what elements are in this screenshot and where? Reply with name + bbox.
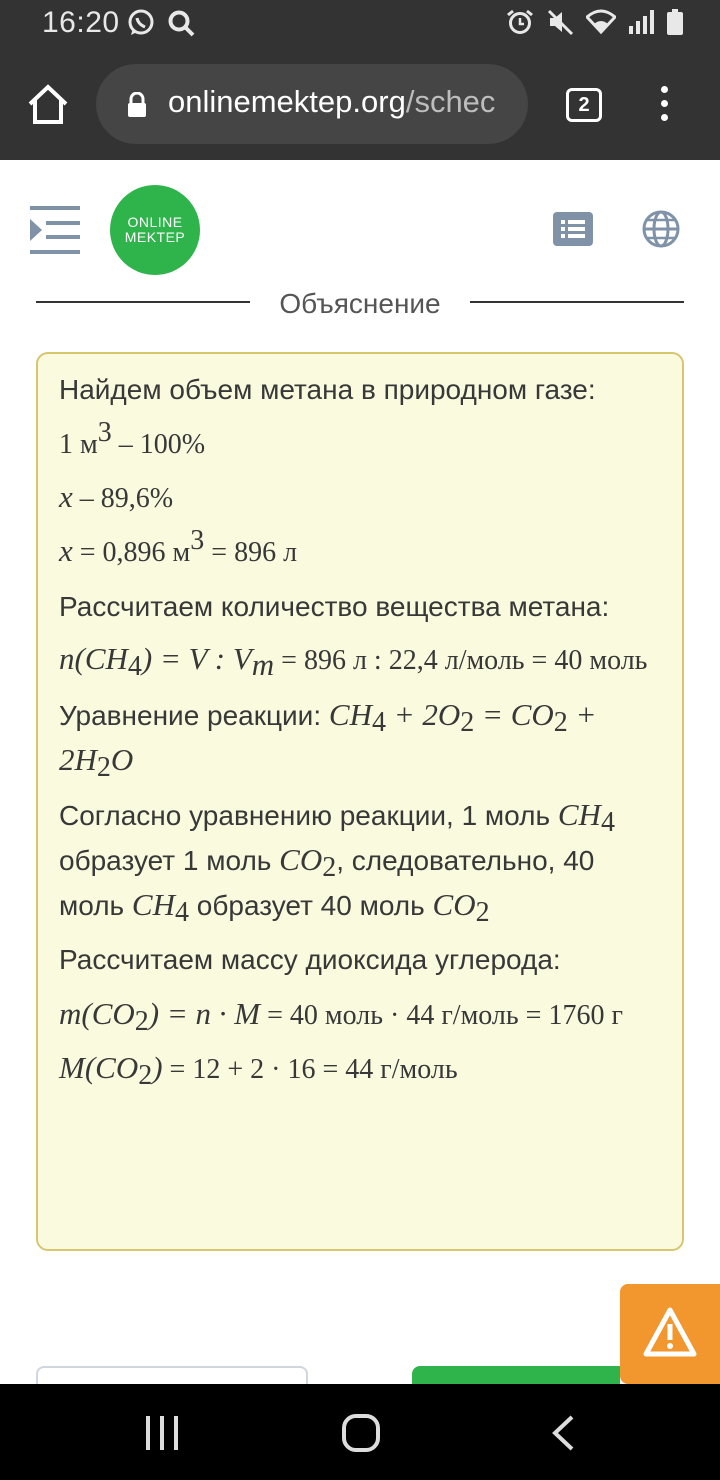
status-time: 16:20: [42, 6, 120, 39]
site-header: [0, 160, 720, 300]
url-path: /schec: [405, 84, 496, 119]
formula-line: $n(CH_4) = V$ : $V_m = 896$ л : 22,4 л/моль = 40 моль: [59, 641, 648, 682]
section-title: Объяснение: [279, 288, 441, 319]
explanation-paragraph: Рассчитаем массу диоксида углерода:: [59, 944, 561, 975]
alarm-icon: [506, 8, 534, 36]
explanation-paragraph: Согласно уравнению реакции, 1 моль $CH_4$ образует 1 моль $CO_2$, следовательно, 40 моль $CH_4$ образует 40 моль $CO_2$: [59, 797, 615, 928]
globe-icon[interactable]: [642, 210, 680, 248]
browser-menu-button[interactable]: [652, 86, 676, 126]
explanation-paragraph: Уравнение реакции: $CH_4 + 2O_2 = CO_2 + 2H_2O$: [59, 697, 597, 783]
sidebar-toggle-icon[interactable]: [30, 206, 80, 254]
tab-switcher-button[interactable]: 2: [566, 88, 602, 122]
explanation-paragraph: Найдем объем метана в природном газе:: [59, 374, 596, 405]
url-domain: onlinemektep.org: [168, 84, 406, 119]
lock-icon: [126, 92, 148, 118]
system-navigation-bar: [0, 1384, 720, 1480]
formula-line: $m(CO_2) = n \cdot M = 40$ моль · 44 г/моль = 1760 г: [59, 996, 623, 1037]
list-icon: [553, 212, 593, 246]
site-logo[interactable]: [110, 185, 200, 275]
signal-icon: [628, 8, 654, 36]
explanation-box: [36, 352, 684, 1251]
formula-line: $M(CO_2) = 12 + 2 \cdot 16 = 44$ г/моль: [59, 1050, 458, 1091]
status-system-icons: [506, 8, 684, 36]
warning-icon: [620, 1284, 720, 1384]
section-divider: [36, 286, 684, 326]
formula-line: x = 0,896 $м^3 = 896$ л: [59, 525, 298, 568]
recent-apps-icon[interactable]: [146, 1416, 178, 1450]
logo-line-1: ONLINE: [127, 214, 183, 230]
whatsapp-icon: [126, 8, 156, 38]
battery-icon: [666, 8, 684, 36]
browser-toolbar: [0, 48, 720, 160]
search-icon: [166, 8, 196, 38]
url-text: [168, 84, 513, 120]
explanation-paragraph: Рассчитаем количество вещества метана:: [59, 591, 610, 622]
home-icon[interactable]: [26, 82, 70, 126]
wifi-icon: [586, 8, 616, 36]
formula-line: x – 89,6%: [59, 479, 174, 514]
back-icon[interactable]: [550, 1415, 576, 1451]
status-bar: [0, 0, 720, 48]
address-bar[interactable]: [96, 64, 528, 144]
status-notifications: [126, 8, 196, 38]
home-nav-icon[interactable]: [342, 1414, 380, 1452]
logo-line-2: MEKTEP: [124, 229, 186, 245]
mute-icon: [546, 8, 574, 36]
list-view-button[interactable]: [553, 212, 593, 246]
formula-line: 1 $м^3 - 100\%$: [59, 417, 206, 460]
report-problem-button[interactable]: [620, 1284, 720, 1384]
